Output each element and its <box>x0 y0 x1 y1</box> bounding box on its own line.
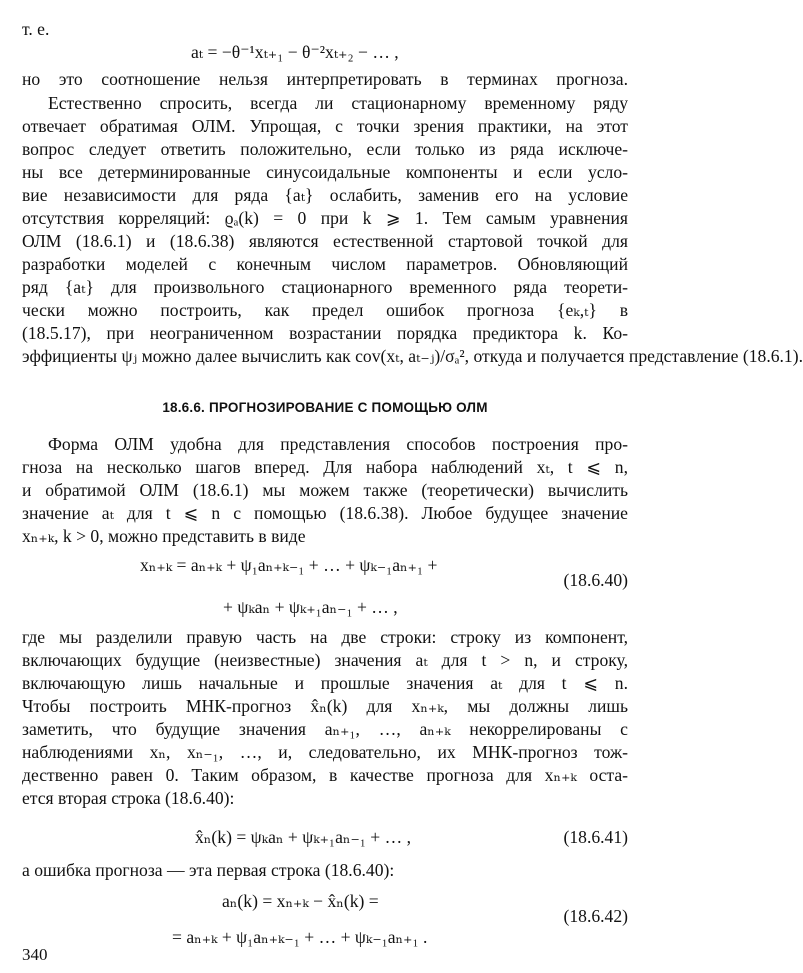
text-line: (18.5.17), при неограниченном возрастании порядка предиктора k. Ко- <box>22 323 628 343</box>
text-line: xₙ₊ₖ, k > 0, можно представить в виде <box>22 526 306 546</box>
equation-18-6-41: x̂ₙ(k) = ψₖaₙ + ψₖ₊₁aₙ₋₁ + … , <box>195 827 412 847</box>
equation-number: (18.6.40) <box>563 570 628 590</box>
text-line: значение aₜ для t ⩽ n с помощью (18.6.38). Любое будущее значение <box>22 503 628 523</box>
text-line: Чтобы построить МНК-прогноз x̂ₙ(k) для xₙ₊ₖ, мы должны лишь <box>22 696 628 716</box>
text-line: ряд {aₜ} для произвольного стационарного временного ряда теорети- <box>22 277 628 297</box>
equation-number: (18.6.42) <box>563 906 628 926</box>
text-line: включающих будущие (неизвестные) значения aₜ для t > n, и строку, <box>22 650 628 670</box>
equation-18-6-40-line1: xₙ₊ₖ = aₙ₊ₖ + ψ₁aₙ₊ₖ₋₁ + … + ψₖ₋₁aₙ₊₁ + <box>140 555 438 575</box>
text-line: отвечает обратимая ОЛМ. Упрощая, с точки зрения практики, на этот <box>22 116 628 136</box>
text-line: дественно равен 0. Таким образом, в качестве прогноза для xₙ₊ₖ оста- <box>22 765 628 785</box>
equation-18-6-42-line1: aₙ(k) = xₙ₊ₖ − x̂ₙ(k) = <box>222 891 379 911</box>
equation-a-t <box>191 41 399 63</box>
equation-18-6-40-line2: + ψₖaₙ + ψₖ₊₁aₙ₋₁ + … , <box>223 597 398 617</box>
text-line: вопрос следует ответить положительно, если только из ряда исключе- <box>22 139 628 159</box>
equation-number: (18.6.41) <box>563 827 628 847</box>
text-line: чески можно построить, как предел ошибок прогноза {eₖ,ₜ} в <box>22 300 628 320</box>
text-line: гноза на несколько шагов вперед. Для набора наблюдений xₜ, t ⩽ n, <box>22 457 628 477</box>
text-line: Форма ОЛМ удобна для представления способов построения про- <box>48 434 628 454</box>
text-line: заметить, что будущие значения aₙ₊₁, …, aₙ₊ₖ некоррелированы с <box>22 719 628 739</box>
text-line: включающую лишь начальные и прошлые значения aₜ для t ⩽ n. <box>22 673 628 693</box>
text-line: где мы разделили правую часть на две строки: строку из компонент, <box>22 627 628 647</box>
text-line: Естественно спросить, всегда ли стационарному временному ряду <box>48 93 628 113</box>
text-line: наблюдениями xₙ, xₙ₋₁, …, и, следовательно, их МНК-прогноз тож- <box>22 742 628 762</box>
text-line: отсутствия корреляций: ϱₐ(k) = 0 при k ⩾ 1. Тем самым уравнения <box>22 208 628 228</box>
text-line: но это соотношение нельзя интерпретировать в терминах прогноза. <box>22 69 628 89</box>
equation-a-t-text: aₜ = −θ⁻¹xₜ₊₁ − θ⁻²xₜ₊₂ − … , <box>191 42 399 62</box>
text-line: ны все детерминированные синусоидальные компоненты и если усло- <box>22 162 628 182</box>
text-line: ется вторая строка (18.6.40): <box>22 788 235 808</box>
text-line: эффициенты ψⱼ можно далее вычислить как cov(xₜ, aₜ₋ⱼ)/σₐ², откуда и получается представление (18.6.1). <box>22 346 803 366</box>
text-line: а ошибка прогноза — эта первая строка (18.6.40): <box>22 860 395 880</box>
text-line: разработки моделей с конечным числом параметров. Обновляющий <box>22 254 628 274</box>
text-line: вие независимости для ряда {aₜ} ослабить, заменив его на условие <box>22 185 628 205</box>
section-heading: 18.6.6. ПРОГНОЗИРОВАНИЕ С ПОМОЩЬЮ ОЛМ <box>162 400 488 415</box>
text-line: и обратимой ОЛМ (18.6.1) мы можем также (теоретически) вычислить <box>22 480 628 500</box>
text-line-te: т. е. <box>22 19 50 39</box>
text-line: ОЛМ (18.6.1) и (18.6.38) являются естественной стартовой точкой для <box>22 231 628 251</box>
page-number: 340 <box>22 945 48 964</box>
equation-18-6-42-line2: = aₙ₊ₖ + ψ₁aₙ₊ₖ₋₁ + … + ψₖ₋₁aₙ₊₁ . <box>172 927 428 947</box>
